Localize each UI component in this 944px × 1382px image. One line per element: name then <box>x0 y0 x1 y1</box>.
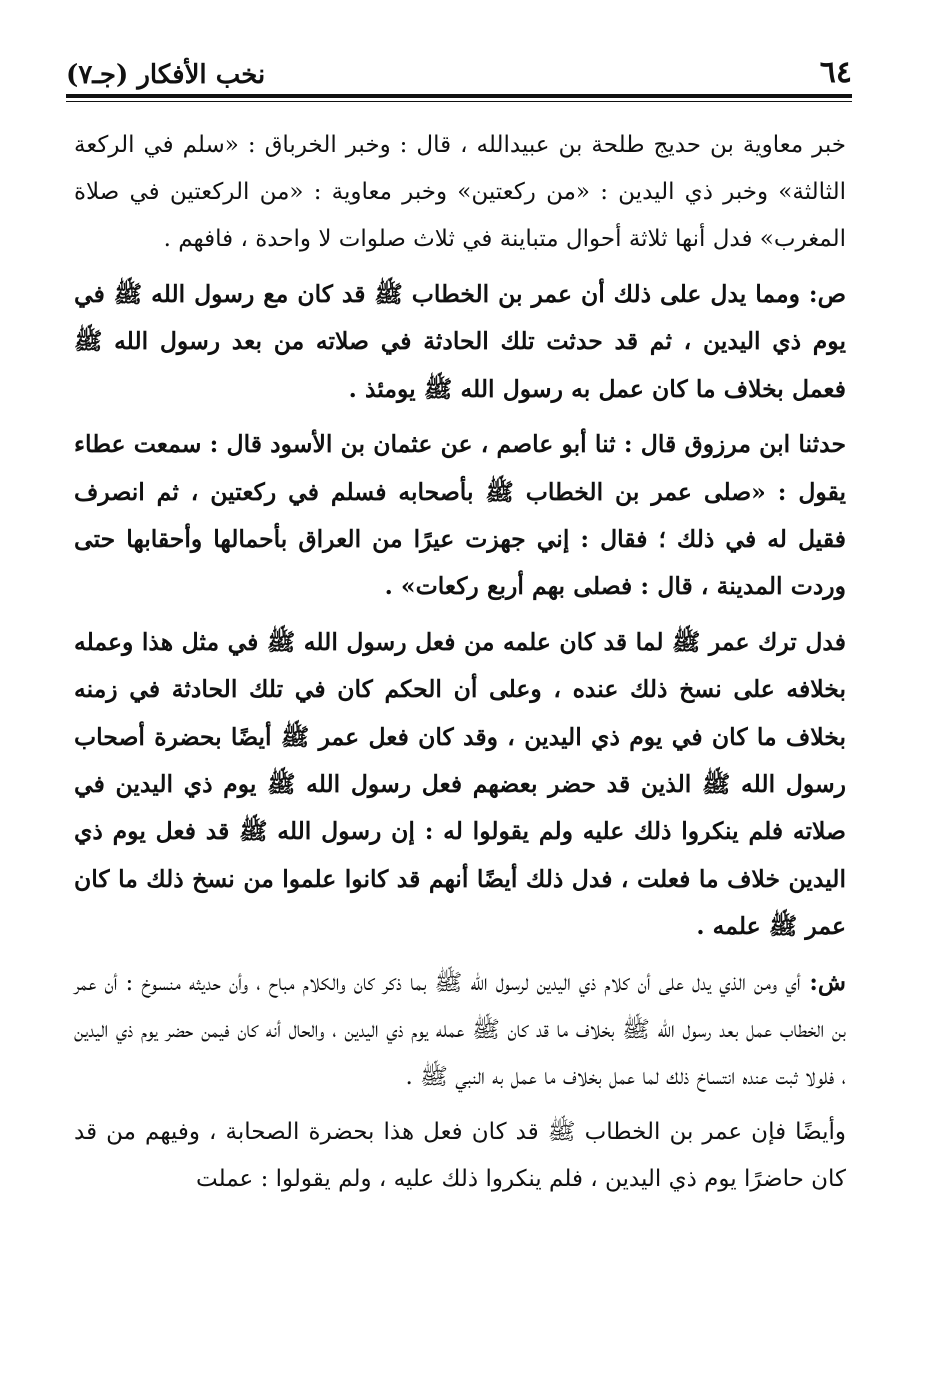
paragraph-6 <box>74 1109 846 1203</box>
paragraph-5-sharh <box>74 959 846 1101</box>
paragraph-3-hadith <box>74 421 846 611</box>
header-rule-thin <box>66 101 852 102</box>
paragraph-text: خبر معاوية بن حديج طلحة بن عبيدالله ، قال : وخبر الخرباق : «سلم في الركعة الثالثة» وخبر ذي اليدين : «من ركعتين» وخبر معاوية : «من الركعتين في صلاة المغرب» فدل أنها ثلاثة أحوال متباينة في ثلاث صلوات لا واحدة ، فافهم . <box>74 132 846 252</box>
paragraph-text: فدل ترك عمر ﷺ لما قد كان علمه من فعل رسول الله ﷺ في مثل هذا وعمله بخلافه على نسخ ذلك عنده ، وعلى أن الحكم كان في تلك الحادثة في زمنه بخلاف ما كان في يوم ذي اليدين ، وقد كان فعل عمر ﷺ أيضًا بحضرة أصحاب رسول الله ﷺ الذين قد حضر بعضهم فعل رسول الله ﷺ يوم ذي اليدين في صلاته فلم ينكروا ذلك عليه ولم يقولوا له : إن رسول الله ﷺ قد فعل يوم ذي اليدين خلاف ما فعلت ، فدل ذلك أيضًا أنهم قد كانوا علموا من نسخ ذلك ما كان عمر ﷺ علمه . <box>74 627 846 941</box>
paragraph-text: حدثنا ابن مرزوق قال : ثنا أبو عاصم ، عن عثمان بن الأسود قال : سمعت عطاء يقول : «صلى عمر بن الخطاب ﷺ بأصحابه فسلم في ركعتين ، ثم انصرف فقيل له في ذلك ؛ فقال : إني جهزت عيرًا من العراق بأحمالها وأحقابها حتى وردت المدينة ، قال : فصلى بهم أربع ركعات» . <box>74 430 846 601</box>
header-rule-thick <box>66 94 852 98</box>
page-body <box>74 122 846 1211</box>
paragraph-text: أي ومن الذي يدل على أن كلام ذي اليدين لرسول الله ﷺ بما ذكر كان والكلام مباح ، وأن حديثه منسوخ : أن عمر بن الخطاب عمل بعد رسول الله ﷺ بخلاف ما قد كان ﷺ عمله يوم ذي اليدين ، والحال أنه كان فيمن حضر يوم ذي اليدين ، فلولا ثبت عنده انتساخ ذلك لما عمل بخلاف ما عمل به النبي ﷺ . <box>74 969 846 1090</box>
paragraph-1 <box>74 122 846 263</box>
paragraph-lead-shin: ش: <box>800 968 846 996</box>
paragraph-2-matn <box>74 271 846 413</box>
paragraph-4 <box>74 619 846 951</box>
paragraph-lead-sad: ص: <box>799 280 846 308</box>
page-number: ٦٤ <box>819 55 852 90</box>
paragraph-text: ومما يدل على ذلك أن عمر بن الخطاب ﷺ قد كان مع رسول الله ﷺ في يوم ذي اليدين ، ثم قد حدثت تلك الحادثة في صلاته من بعد رسول الله ﷺ فعمل بخلاف ما كان عمل به رسول الله ﷺ يومئذ . <box>74 280 846 403</box>
page-header <box>66 48 852 88</box>
paragraph-text: وأيضًا فإن عمر بن الخطاب ﷺ قد كان فعل هذا بحضرة الصحابة ، وفيهم من قد كان حاضرًا يوم ذي اليدين ، فلم ينكروا ذلك عليه ، ولم يقولوا : عملت <box>74 1118 846 1192</box>
running-title: نخب الأفكار (جـ٧) <box>66 60 266 90</box>
